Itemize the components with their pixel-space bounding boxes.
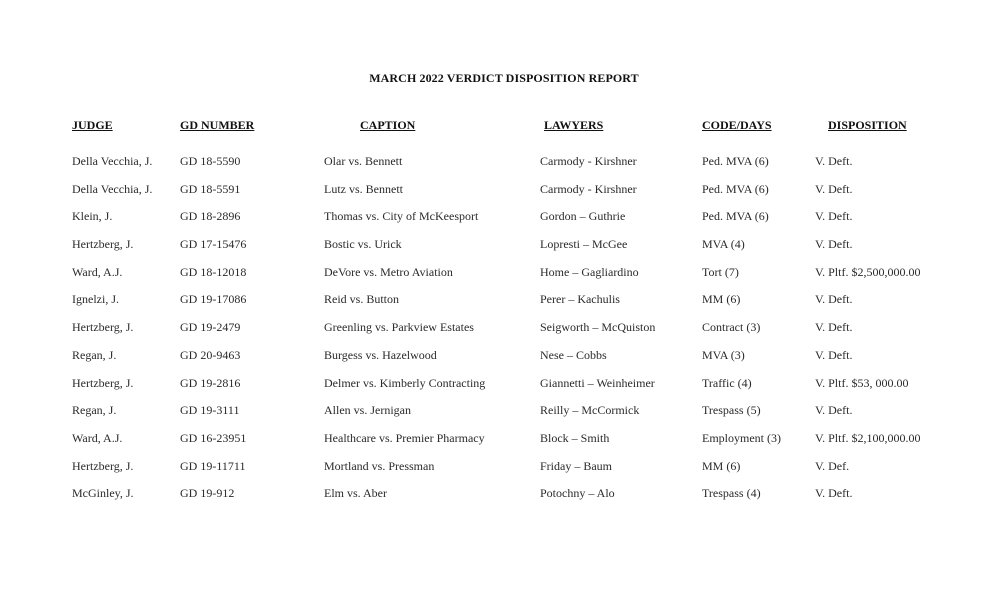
gd-number-cell: GD 19-3111 xyxy=(180,403,240,418)
lawyers-cell: Block – Smith xyxy=(540,430,610,445)
code-days-cell: Tort (7) xyxy=(702,264,739,279)
code-days-cell: Ped. MVA (6) xyxy=(702,181,769,196)
caption-cell: Greenling vs. Parkview Estates xyxy=(324,320,474,335)
disposition-cell: V. Deft. xyxy=(815,154,853,168)
table-row xyxy=(0,288,1008,316)
code-days-cell: Contract (3) xyxy=(702,320,761,335)
report-title: MARCH 2022 VERDICT DISPOSITION REPORT xyxy=(369,71,639,85)
lawyers-cell: Potochny – Alo xyxy=(540,486,615,501)
code-days-cell: Traffic (4) xyxy=(702,375,752,390)
judge-cell: Regan, J. xyxy=(72,403,117,418)
judge-cell: Hertzberg, J. xyxy=(72,320,134,335)
gd-number-cell: GD 17-15476 xyxy=(180,237,247,252)
lawyers-cell: Perer – Kachulis xyxy=(540,292,620,307)
disposition-cell: V. Deft. xyxy=(815,320,853,335)
disposition-cell: V. Deft. xyxy=(815,237,853,252)
lawyers-cell: Home – Gagliardino xyxy=(540,264,639,279)
disposition-cell: V. Deft. xyxy=(815,292,853,307)
disposition-cell: V. Deft. xyxy=(815,209,853,224)
table-row xyxy=(0,399,1008,427)
table-row xyxy=(0,205,1008,233)
table-row xyxy=(0,344,1008,372)
judge-cell: Della Vecchia, J. xyxy=(72,154,153,168)
table-row xyxy=(0,455,1008,483)
gd-number-cell: GD 18-5591 xyxy=(180,181,241,196)
gd-number-cell: GD 18-12018 xyxy=(180,264,247,279)
table-row xyxy=(0,261,1008,289)
table-row xyxy=(0,316,1008,344)
gd-number-cell: GD 18-5590 xyxy=(180,154,241,168)
disposition-cell: V. Deft. xyxy=(815,403,853,418)
lawyers-cell: Reilly – McCormick xyxy=(540,403,640,418)
lawyers-cell: Seigworth – McQuiston xyxy=(540,320,656,335)
lawyers-cell: Nese – Cobbs xyxy=(540,347,607,362)
gd-number-cell: GD 20-9463 xyxy=(180,347,241,362)
gd-number-cell: GD 19-17086 xyxy=(180,292,247,307)
lawyers-cell: Gordon – Guthrie xyxy=(540,209,626,224)
caption-cell: DeVore vs. Metro Aviation xyxy=(324,264,453,279)
gd-number-cell: GD 16-23951 xyxy=(180,430,247,445)
lawyers-cell: Carmody - Kirshner xyxy=(540,181,637,196)
caption-cell: Burgess vs. Hazelwood xyxy=(324,347,437,362)
caption-cell: Elm vs. Aber xyxy=(324,486,387,501)
judge-cell: Regan, J. xyxy=(72,347,117,362)
judge-cell: Hertzberg, J. xyxy=(72,458,134,473)
column-header-disposition: DISPOSITION xyxy=(828,118,907,132)
disposition-cell: V. Deft. xyxy=(815,486,853,501)
lawyers-cell: Carmody - Kirshner xyxy=(540,154,637,168)
code-days-cell: Trespass (4) xyxy=(702,486,761,501)
lawyers-cell: Friday – Baum xyxy=(540,458,612,473)
judge-cell: Ward, A.J. xyxy=(72,430,123,445)
table-row xyxy=(0,482,1008,510)
caption-cell: Lutz vs. Bennett xyxy=(324,181,403,196)
code-days-cell: Ped. MVA (6) xyxy=(702,154,769,168)
judge-cell: McGinley, J. xyxy=(72,486,134,501)
lawyers-cell: Giannetti – Weinheimer xyxy=(540,375,655,390)
column-header-judge: JUDGE xyxy=(72,118,113,132)
code-days-cell: Employment (3) xyxy=(702,430,781,445)
code-days-cell: Trespass (5) xyxy=(702,403,761,418)
gd-number-cell: GD 19-2816 xyxy=(180,375,241,390)
lawyers-cell: Lopresti – McGee xyxy=(540,237,628,252)
code-days-cell: MVA (4) xyxy=(702,237,745,252)
column-header-gd-number: GD NUMBER xyxy=(180,118,255,132)
code-days-cell: MVA (3) xyxy=(702,347,745,362)
code-days-cell: MM (6) xyxy=(702,458,741,473)
table-row xyxy=(0,372,1008,400)
code-days-cell: Ped. MVA (6) xyxy=(702,209,769,224)
caption-cell: Bostic vs. Urick xyxy=(324,237,402,252)
judge-cell: Hertzberg, J. xyxy=(72,375,134,390)
judge-cell: Klein, J. xyxy=(72,209,113,224)
judge-cell: Ignelzi, J. xyxy=(72,292,119,307)
caption-cell: Delmer vs. Kimberly Contracting xyxy=(324,375,486,390)
table-row xyxy=(0,178,1008,206)
column-header-lawyers: LAWYERS xyxy=(544,118,604,132)
gd-number-cell: GD 18-2896 xyxy=(180,209,241,224)
gd-number-cell: GD 19-11711 xyxy=(180,458,246,473)
caption-cell: Olar vs. Bennett xyxy=(324,154,403,168)
gd-number-cell: GD 19-912 xyxy=(180,486,235,501)
caption-cell: Healthcare vs. Premier Pharmacy xyxy=(324,430,485,445)
column-header-caption: CAPTION xyxy=(360,118,416,132)
table-row xyxy=(0,427,1008,455)
verdict-table-body xyxy=(0,150,1008,510)
caption-cell: Thomas vs. City of McKeesport xyxy=(324,209,479,224)
gd-number-cell: GD 19-2479 xyxy=(180,320,241,335)
code-days-cell: MM (6) xyxy=(702,292,741,307)
caption-cell: Mortland vs. Pressman xyxy=(324,458,435,473)
table-row xyxy=(0,233,1008,261)
table-row xyxy=(0,150,1008,178)
judge-cell: Della Vecchia, J. xyxy=(72,181,153,196)
caption-cell: Reid vs. Button xyxy=(324,292,400,307)
disposition-cell: V. Pltf. $2,500,000.00 xyxy=(815,264,921,279)
caption-cell: Allen vs. Jernigan xyxy=(324,403,411,418)
judge-cell: Hertzberg, J. xyxy=(72,237,134,252)
column-header-code-days: CODE/DAYS xyxy=(702,118,772,132)
judge-cell: Ward, A.J. xyxy=(72,264,123,279)
disposition-cell: V. Def. xyxy=(815,458,850,473)
disposition-cell: V. Deft. xyxy=(815,347,853,362)
disposition-cell: V. Pltf. $53, 000.00 xyxy=(815,375,909,390)
disposition-cell: V. Deft. xyxy=(815,181,853,196)
disposition-cell: V. Pltf. $2,100,000.00 xyxy=(815,430,921,445)
